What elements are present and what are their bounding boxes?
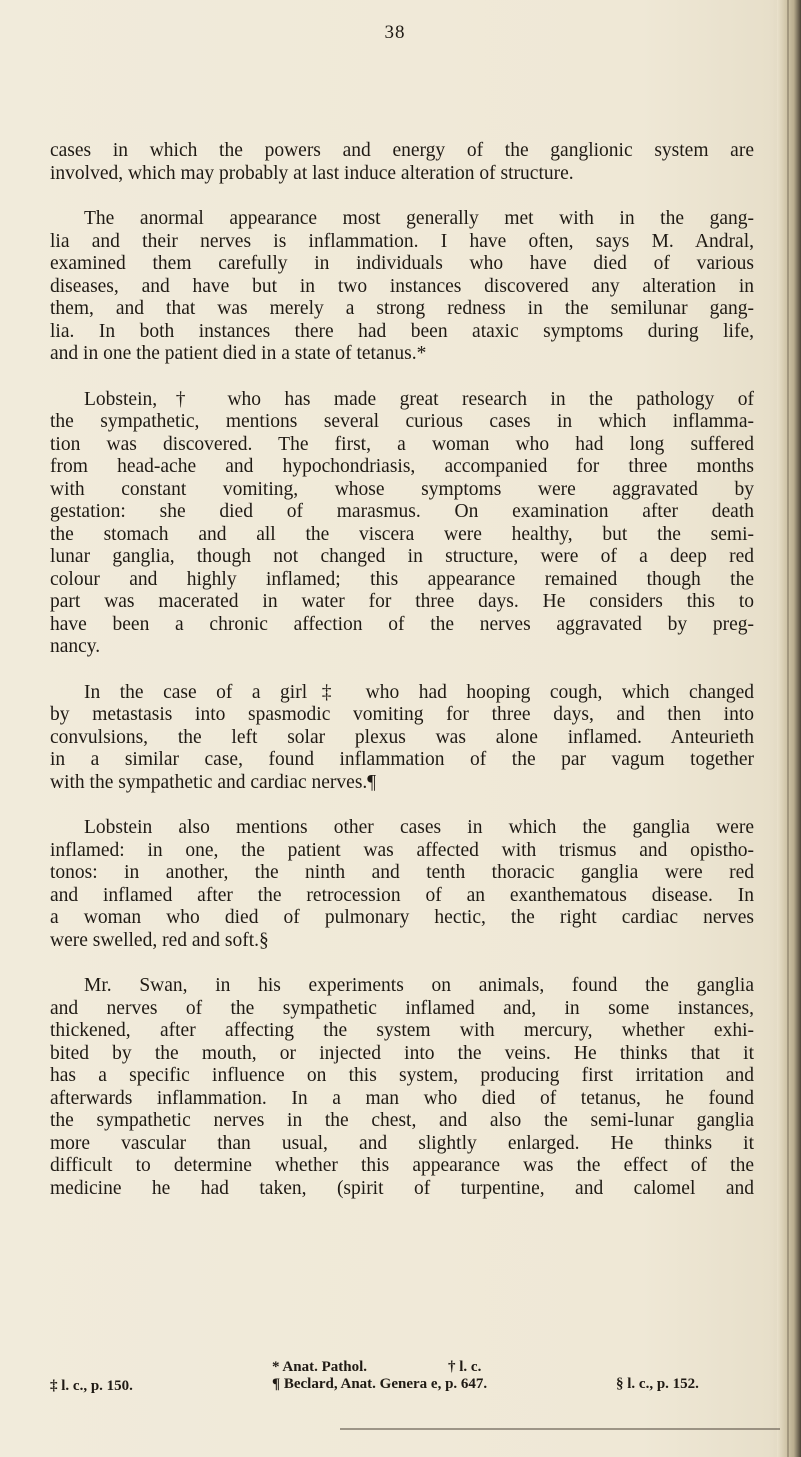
text-line: afterwards inflammation. In a man who died of tetanus, he found	[50, 1087, 754, 1109]
paragraph	[50, 208, 754, 366]
text-line: the sympathetic nerves in the chest, and also the semi-lunar ganglia	[50, 1110, 754, 1131]
paragraph	[50, 817, 754, 952]
text-line: bited by the mouth, or injected into the veins. He thinks that it	[50, 1042, 754, 1064]
text-line: Lobstein,† who has made great research in the pathology of	[84, 388, 754, 410]
text-line: the sympathetic, mentions several curious cases in which inflamma-	[50, 411, 754, 432]
text-line: Mr. Swan, in his experiments on animals, found the ganglia	[84, 975, 754, 996]
text-line: lia and their nerves is inflammation. I have often, says M. Andral,	[50, 230, 754, 252]
text-line: difficult to determine whether this appearance was the effect of the	[50, 1155, 754, 1176]
page-edge-line	[787, 0, 789, 1457]
paragraph	[50, 140, 754, 185]
text-line: by metastasis into spasmodic vomiting for three days, and then into	[50, 704, 754, 725]
text-line: inflamed: in one, the patient was affected with trismus and opistho-	[50, 839, 754, 861]
text-line: were swelled, red and soft.§	[50, 929, 269, 951]
text-line: and in one the patient died in a state of tetanus.*	[50, 343, 427, 364]
text-line: with the sympathetic and cardiac nerves.¶	[50, 771, 377, 793]
text-line: convulsions, the left solar plexus was alone inflamed. Anteurieth	[50, 726, 754, 748]
text-line: more vascular than usual, and slightly enlarged. He thinks it	[50, 1132, 754, 1154]
page-edge-shadow	[777, 0, 801, 1457]
footnote-pilcrow: ¶ Beclard, Anat. Genera e, p. 647.	[272, 1376, 488, 1392]
text-line: diseases, and have but in two instances discovered any alteration in	[50, 275, 754, 297]
text-line: lunar ganglia, though not changed in structure, were of a deep red	[50, 546, 754, 567]
text-line: Lobstein also mentions other cases in which the ganglia were	[84, 817, 754, 838]
text-line: has a specific influence on this system, producing first irritation and	[50, 1065, 754, 1086]
text-line: a woman who died of pulmonary hectic, the right cardiac nerves	[50, 907, 754, 928]
text-line: medicine he had taken, (spirit of turpentine, and calomel and	[50, 1177, 754, 1199]
text-line: gestation: she died of marasmus. On examination after death	[50, 501, 754, 522]
text-line: tonos: in another, the ninth and tenth thoracic ganglia were red	[50, 862, 754, 883]
text-line: examined them carefully in individuals who have died of various	[50, 253, 754, 274]
text-line: In the case of a girl‡ who had hooping cough, which changed	[84, 681, 754, 703]
text-line: them, and that was merely a strong redness in the semilunar gang-	[50, 298, 754, 319]
text-line: with constant vomiting, whose symptoms were aggravated by	[50, 478, 754, 500]
text-line: from head-ache and hypochondriasis, accompanied for three months	[50, 456, 754, 477]
footnote-star: * Anat. Pathol.	[272, 1359, 368, 1375]
text-line: part was macerated in water for three days. He considers this to	[50, 591, 754, 612]
text-line: have been a chronic affection of the nerves aggravated by preg-	[50, 613, 754, 635]
paragraph	[50, 389, 754, 659]
text-line: nancy.	[50, 636, 101, 657]
text-line: and inflamed after the retrocession of an exanthematous disease. In	[50, 884, 754, 906]
footnote-ddagger: ‡ l. c., p. 150.	[50, 1378, 133, 1394]
footnote-section: § l. c., p. 152.	[616, 1376, 699, 1392]
text-line: thickened, after affecting the system with mercury, whether exhi-	[50, 1020, 754, 1041]
text-line: lia. In both instances there had been ataxic symptoms during life,	[50, 320, 754, 342]
paragraph	[50, 975, 754, 1200]
text-line: and nerves of the sympathetic inflamed and, in some instances,	[50, 997, 754, 1019]
text-line: The anormal appearance most generally met with in the gang-	[84, 208, 754, 229]
text-line: tion was discovered. The first, a woman who had long suffered	[50, 433, 754, 455]
page-number: 38	[384, 22, 406, 43]
footnote-dagger: † l. c.	[448, 1359, 482, 1375]
paragraph	[50, 682, 754, 795]
text-line: the stomach and all the viscera were healthy, but the semi-	[50, 523, 754, 545]
body-text	[50, 140, 754, 1223]
bottom-rule	[340, 1428, 780, 1430]
text-line: colour and highly inflamed; this appearance remained though the	[50, 568, 754, 590]
text-line: cases in which the powers and energy of the ganglionic system are	[50, 140, 754, 161]
text-line: in a similar case, found inflammation of the par vagum together	[50, 749, 754, 770]
text-line: involved, which may probably at last induce alteration of structure.	[50, 162, 574, 184]
